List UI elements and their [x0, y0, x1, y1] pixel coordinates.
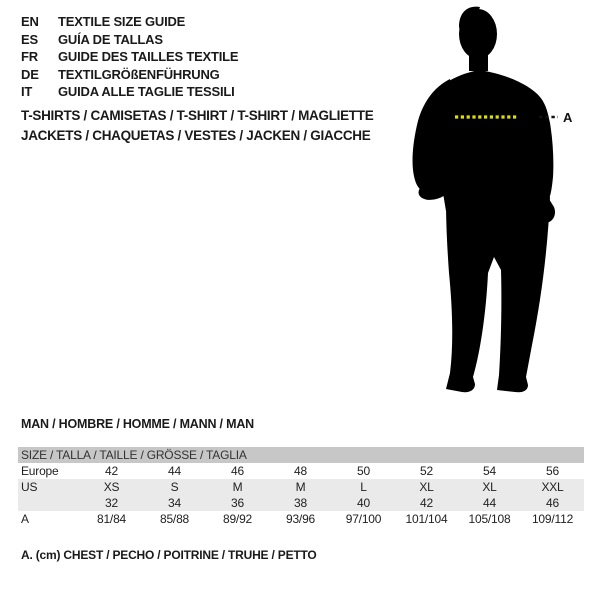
silhouette-legs	[446, 197, 550, 392]
table-row-chest-a	[18, 511, 584, 527]
language-code: EN	[21, 14, 39, 29]
size-cell: 109/112	[521, 511, 584, 527]
row-label: A	[18, 511, 80, 527]
table-header-label: SIZE / TALLA / TAILLE / GRÖSSE / TAGLIA	[18, 447, 584, 463]
list-item	[21, 13, 238, 31]
size-cell: 44	[143, 463, 206, 479]
guide-title: TEXTILE SIZE GUIDE	[58, 14, 186, 29]
language-code: DE	[21, 66, 39, 82]
size-cell: 56	[521, 463, 584, 479]
size-cell: 38	[269, 495, 332, 511]
size-cell: L	[332, 479, 395, 495]
size-cell: 44	[458, 495, 521, 511]
row-label: US	[18, 479, 80, 495]
size-cell: 81/84	[80, 511, 143, 527]
size-cell: S	[143, 479, 206, 495]
table-header-row	[18, 447, 584, 463]
guide-title: TEXTILGRÖßENFÜHRUNG	[58, 66, 220, 82]
language-code: FR	[21, 49, 38, 64]
category-jackets: JACKETS / CHAQUETAS / VESTES / JACKEN / GIACCHE	[21, 127, 371, 143]
table-row-us	[18, 479, 584, 495]
man-silhouette	[402, 5, 580, 405]
size-cell: 46	[521, 495, 584, 511]
measure-label-a: A	[563, 110, 573, 125]
size-cell: 85/88	[143, 511, 206, 527]
size-cell: 54	[458, 463, 521, 479]
size-cell: M	[269, 479, 332, 495]
size-cell: M	[206, 479, 269, 495]
size-cell: 93/96	[269, 511, 332, 527]
table-row-us-numeric	[18, 495, 584, 511]
list-item	[21, 31, 238, 49]
size-cell: 89/92	[206, 511, 269, 527]
size-cell: XL	[395, 479, 458, 495]
list-item	[21, 48, 238, 66]
section-title-man: MAN / HOMBRE / HOMME / MANN / MAN	[21, 417, 254, 431]
size-cell: 97/100	[332, 511, 395, 527]
category-list	[21, 106, 373, 145]
list-item	[21, 83, 238, 101]
size-cell: 48	[269, 463, 332, 479]
size-cell: 50	[332, 463, 395, 479]
size-cell: 105/108	[458, 511, 521, 527]
row-label: Europe	[18, 463, 80, 479]
size-cell: XL	[458, 479, 521, 495]
guide-title: GUIDA ALLE TAGLIE TESSILI	[58, 84, 235, 99]
size-cell: 46	[206, 463, 269, 479]
size-cell: 32	[80, 495, 143, 511]
guide-title: GUÍA DE TALLAS	[58, 31, 163, 47]
list-item	[21, 66, 238, 84]
size-cell: 40	[332, 495, 395, 511]
size-cell: 101/104	[395, 511, 458, 527]
size-cell: 52	[395, 463, 458, 479]
table-row-europe	[18, 463, 584, 479]
size-cell: 42	[80, 463, 143, 479]
size-cell: XXL	[521, 479, 584, 495]
language-code: IT	[21, 84, 33, 99]
guide-title: GUIDE DES TAILLES TEXTILE	[58, 49, 239, 64]
size-table	[18, 447, 584, 527]
category-tshirts: T-SHIRTS / CAMISETAS / T-SHIRT / T-SHIRT / MAGLIETTE	[21, 108, 374, 123]
row-label	[18, 495, 80, 511]
size-cell: 36	[206, 495, 269, 511]
size-cell: XS	[80, 479, 143, 495]
man-silhouette-figure	[402, 5, 580, 405]
language-title-list	[21, 13, 238, 101]
language-code: ES	[21, 31, 38, 47]
measure-footnote: A. (cm) CHEST / PECHO / POITRINE / TRUHE / PETTO	[21, 548, 317, 562]
size-cell: 42	[395, 495, 458, 511]
size-cell: 34	[143, 495, 206, 511]
